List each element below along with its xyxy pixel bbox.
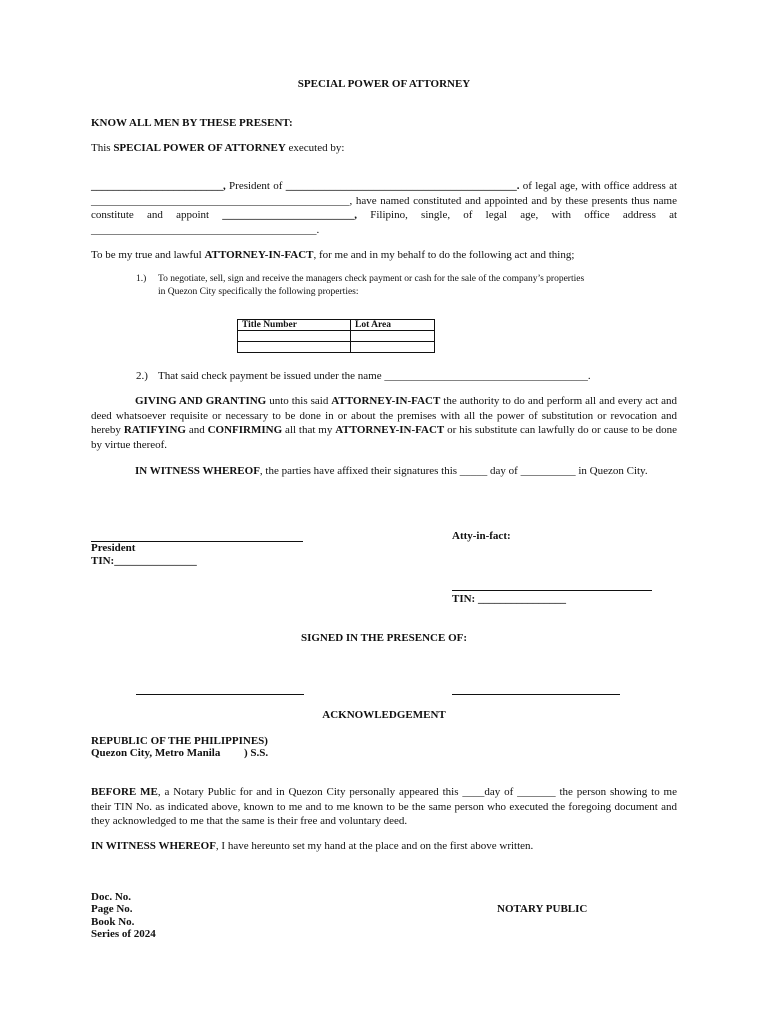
document-title: SPECIAL POWER OF ATTORNEY: [297, 78, 471, 90]
giving-text-4: all that my: [282, 424, 336, 437]
atty-tin: TIN: ________________: [452, 593, 566, 605]
to-be-pre: To be my true and lawful: [91, 249, 205, 261]
know-all-heading: KNOW ALL MEN BY THESE PRESENT:: [91, 117, 293, 129]
item1-number: 1.): [136, 274, 147, 284]
executed-pre: This: [91, 142, 114, 154]
witness-line-right: [452, 694, 620, 695]
giving-text-2: the authority to do and perform all and every act and deed whatsoever requisite or necessary to be done in or about the premises with all the power of substitution or revocation and hereby: [91, 395, 677, 437]
quezon-city-line: Quezon City, Metro Manila: [91, 747, 221, 759]
principal-paragraph: [91, 179, 677, 237]
president-label: President: [91, 542, 136, 554]
attorney-address-blank: _________________________________________.: [91, 223, 320, 236]
notary-witness-line: [91, 840, 533, 852]
president-of-text: President of: [229, 180, 286, 192]
giving-bold-1: GIVING AND GRANTING: [135, 395, 267, 407]
name-blank: ________________________,: [91, 180, 230, 192]
giving-text-5: or his substitute can lawfully do or cause to be done by virtue thereof.: [91, 424, 677, 451]
lot-area-header: Lot Area: [351, 320, 435, 331]
before-me-bold: BEFORE ME: [91, 786, 158, 798]
executed-bold: SPECIAL POWER OF ATTORNEY: [113, 142, 286, 154]
president-tin: TIN:_______________: [91, 555, 197, 567]
acknowledgement-heading: ACKNOWLEDGEMENT: [322, 709, 446, 721]
before-me-paragraph: [91, 785, 677, 829]
table-cell: [238, 331, 351, 342]
giving-text-3: and: [185, 424, 208, 437]
giving-text-1: unto this said: [266, 395, 332, 407]
giving-bold-2: ATTORNEY-IN-FACT: [331, 395, 441, 407]
doc-no: Doc. No.: [91, 891, 132, 903]
before-me-text: , a Notary Public for and in Quezon City personally appeared this ____day of _______ the person showing to me their TIN No. as indicated above, known to me and to me known to be the same person who executed the foregoing document and they acknowledged to me that the same is their free and voluntary deed.: [91, 786, 677, 828]
filipino-text: Filipino, single, of legal age, with office address at: [370, 209, 678, 222]
executed-by-line: [91, 142, 344, 154]
witness-text: , the parties have affixed their signatures this _____ day of __________ in Quezon City.: [259, 465, 648, 477]
ss-label: ) S.S.: [244, 747, 269, 759]
witness-bold: IN WITNESS WHEREOF: [135, 465, 260, 477]
company-blank: __________________________________________.: [285, 180, 523, 192]
properties-table: [237, 319, 435, 353]
item1-line2: in Quezon City specifically the following properties:: [158, 287, 359, 297]
giving-bold-3: RATIFYING: [123, 424, 186, 437]
signed-presence-heading: SIGNED IN THE PRESENCE OF:: [300, 632, 468, 644]
notary-public-label: NOTARY PUBLIC: [497, 903, 588, 915]
to-be-post: , for me and in my behalf to do the following act and thing;: [313, 249, 575, 261]
atty-in-fact-label: Atty-in-fact:: [452, 530, 511, 542]
item2-text: That said check payment be issued under the name _____________________________________.: [158, 370, 591, 382]
item1-line1: To negotiate, sell, sign and receive the managers check payment or cash for the sale of the company’s properties: [158, 274, 585, 284]
republic-line: REPUBLIC OF THE PHILIPPINES): [91, 735, 268, 747]
giving-bold-4: CONFIRMING: [207, 424, 283, 437]
office-address-blank: _______________________________________________,: [91, 194, 356, 207]
page-no: Page No.: [91, 903, 133, 915]
title-number-header: Title Number: [238, 320, 351, 331]
executed-post: executed by:: [285, 142, 345, 154]
item2-number: 2.): [136, 370, 148, 382]
notary-witness-text: , I have hereunto set my hand at the place and on the first above written.: [215, 840, 534, 852]
witness-line-left: [136, 694, 304, 695]
table-row: [238, 331, 435, 342]
table-cell: [351, 342, 435, 353]
legal-age-text: of legal age, with office address at: [522, 180, 678, 192]
table-row: [238, 342, 435, 353]
giving-bold-5: ATTORNEY-IN-FACT: [335, 424, 445, 437]
table-header-row: [238, 320, 435, 331]
series-year: Series of 2024: [91, 928, 156, 940]
witness-paragraph: [91, 464, 677, 479]
giving-granting-paragraph: [91, 394, 677, 452]
attorney-name-blank: ________________________,: [222, 209, 371, 222]
table-cell: [238, 342, 351, 353]
to-be-line: [91, 249, 574, 261]
notary-witness-bold: IN WITNESS WHEREOF: [91, 840, 216, 852]
atty-signature-line: [452, 590, 652, 591]
table-cell: [351, 331, 435, 342]
appoint-text: have named constituted and appointed and by these presents thus name constitute and appoint: [91, 194, 677, 222]
book-no: Book No.: [91, 916, 135, 928]
to-be-bold: ATTORNEY-IN-FACT: [204, 249, 314, 261]
